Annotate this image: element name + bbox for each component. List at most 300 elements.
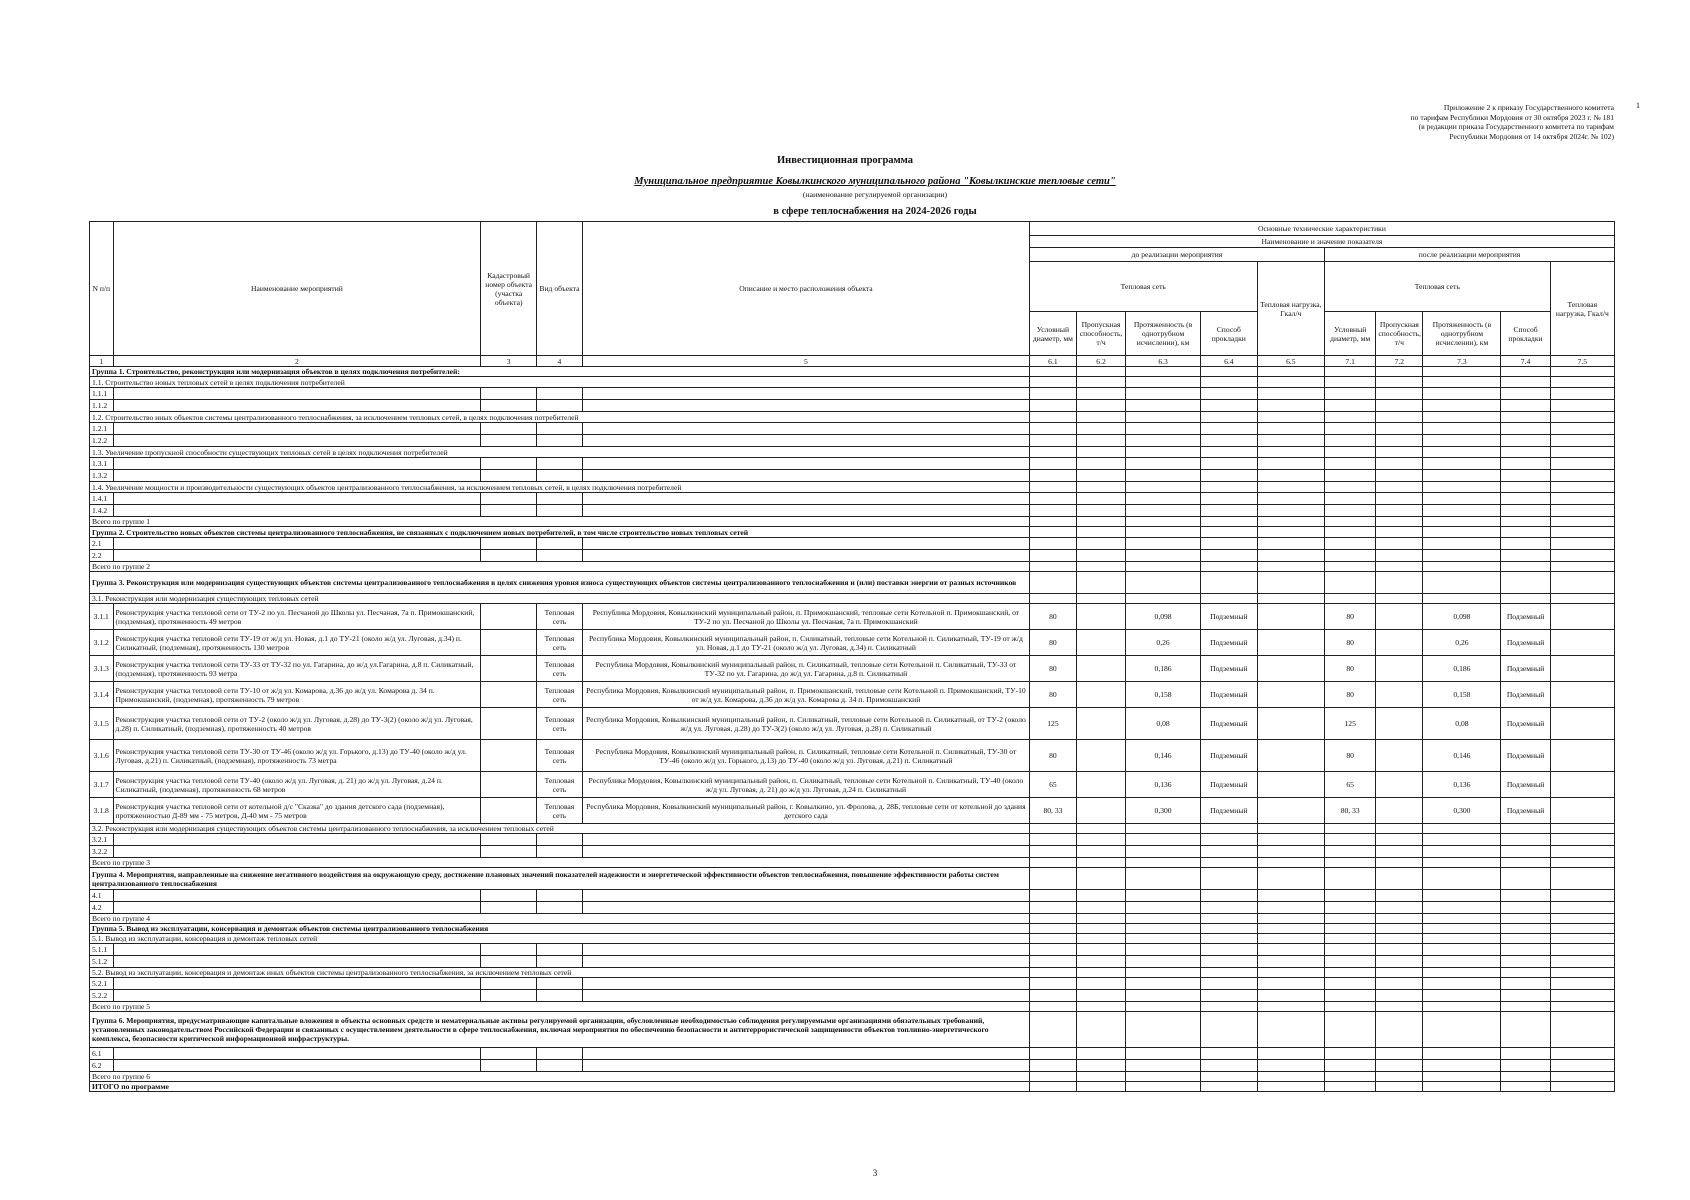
empty-cell xyxy=(1126,902,1201,914)
empty-cell xyxy=(1376,924,1423,934)
row-number: 2.1 xyxy=(90,538,114,550)
column-number: 6.1 xyxy=(1029,356,1076,367)
empty-cell xyxy=(1550,846,1614,858)
empty-cell xyxy=(1501,890,1550,902)
empty-cell xyxy=(1423,435,1501,447)
row-number: 3.1.3 xyxy=(90,656,114,682)
approval-note xyxy=(1174,103,1614,141)
empty-cell xyxy=(1550,914,1614,924)
empty-cell xyxy=(1200,562,1257,572)
empty-cell xyxy=(536,550,582,562)
cadastral-cell xyxy=(481,740,537,772)
empty-cell xyxy=(1076,412,1125,423)
empty-cell xyxy=(1325,562,1376,572)
empty-cell xyxy=(1257,978,1324,990)
empty-cell xyxy=(1423,990,1501,1002)
empty-cell xyxy=(1501,1072,1550,1082)
header-tech: Основные технические характеристики xyxy=(1029,222,1614,236)
empty-cell xyxy=(1550,934,1614,944)
empty-cell xyxy=(1076,367,1125,377)
empty-cell xyxy=(1550,412,1614,423)
empty-cell xyxy=(536,470,582,482)
diameter-after: 125 xyxy=(1325,708,1376,740)
empty-cell xyxy=(536,493,582,505)
object-name: Реконструкция участка тепловой сети ТУ-40 (около ж/д ул. Луговая, д. 21) до ж/д ул. Луговая, д.24 п. Силикатный, (подземная), протяженность 68 метров xyxy=(113,772,481,798)
empty-cell xyxy=(1076,858,1125,868)
empty-cell xyxy=(1029,400,1076,412)
empty-cell xyxy=(1076,594,1125,604)
empty-cell xyxy=(1076,968,1125,978)
table-row xyxy=(90,505,1615,517)
empty-cell xyxy=(1029,423,1076,435)
empty-cell xyxy=(1257,447,1324,458)
table-row xyxy=(90,458,1615,470)
object-type: Тепловая сеть xyxy=(536,682,582,708)
empty-cell xyxy=(1550,447,1614,458)
empty-cell xyxy=(1550,458,1614,470)
empty-cell xyxy=(1257,1002,1324,1012)
empty-cell xyxy=(1550,868,1614,890)
group-heading: Группа 4. Мероприятия, направленные на снижение негативного воздействия на окружающую среду, достижение плановых значений показателей надежности и энергетической эффективности объектов теплоснабжения, повышение эффективности работы систем централизованного теплоснабжения xyxy=(90,868,1030,890)
empty-cell xyxy=(1200,367,1257,377)
empty-cell xyxy=(1376,505,1423,517)
empty-cell xyxy=(1325,367,1376,377)
header-n: N п/п xyxy=(90,222,114,356)
capacity-before xyxy=(1076,656,1125,682)
empty-cell xyxy=(1126,978,1201,990)
empty-cell xyxy=(1126,1048,1201,1060)
table-row xyxy=(90,944,1615,956)
empty-cell xyxy=(1076,482,1125,493)
empty-cell xyxy=(1076,914,1125,924)
table-row xyxy=(90,538,1615,550)
empty-cell xyxy=(536,944,582,956)
empty-cell xyxy=(1423,538,1501,550)
empty-cell xyxy=(1423,458,1501,470)
empty-cell xyxy=(1423,412,1501,423)
empty-cell xyxy=(1126,435,1201,447)
capacity-before xyxy=(1076,798,1125,824)
empty-cell xyxy=(481,538,537,550)
empty-cell xyxy=(536,846,582,858)
empty-cell xyxy=(1550,944,1614,956)
empty-cell xyxy=(1423,367,1501,377)
empty-cell xyxy=(113,388,481,400)
table-row xyxy=(90,550,1615,562)
empty-cell xyxy=(536,388,582,400)
empty-cell xyxy=(1376,834,1423,846)
header-network-before: Тепловая сеть xyxy=(1029,262,1257,312)
group-total: Всего по группе 4 xyxy=(90,914,1030,924)
table-row xyxy=(90,834,1615,846)
empty-cell xyxy=(1126,824,1201,834)
empty-cell xyxy=(1325,435,1376,447)
empty-cell xyxy=(1501,388,1550,400)
object-name: Реконструкция участка тепловой сети ТУ-10 от ж/д ул. Комарова, д.36 до ж/д ул. Комарова д. 34 п. Примокшанский, (подземная), протяженность 79 метров xyxy=(113,682,481,708)
empty-cell xyxy=(1423,377,1501,388)
empty-cell xyxy=(1126,944,1201,956)
document-title: Инвестиционная программа xyxy=(776,155,914,166)
empty-cell xyxy=(1501,538,1550,550)
empty-cell xyxy=(1200,412,1257,423)
empty-cell xyxy=(536,990,582,1002)
row-number: 1.3.1 xyxy=(90,458,114,470)
empty-cell xyxy=(1501,493,1550,505)
empty-cell xyxy=(1550,527,1614,538)
object-description: Республика Мордовия, Ковылкинский муниципальный район, п. Силикатный, тепловые сети Котельной п. Силикатный, от ТУ-2 (около ж/д ул. Луговая, д.28) до ТУ-3(2) (около ж/д ул. Луговая, д.28) п. Силикатный xyxy=(582,708,1029,740)
subgroup-heading: 3.2. Реконструкция или модернизация существующих объектов системы централизованного теплоснабжения, за исключением тепловых сетей xyxy=(90,824,1030,834)
empty-cell xyxy=(1257,470,1324,482)
empty-cell xyxy=(1200,505,1257,517)
empty-cell xyxy=(1076,435,1125,447)
empty-cell xyxy=(1200,538,1257,550)
empty-cell xyxy=(1029,1082,1076,1092)
empty-cell xyxy=(1550,517,1614,527)
empty-cell xyxy=(1029,458,1076,470)
table-row xyxy=(90,572,1615,594)
capacity-after xyxy=(1376,708,1423,740)
object-description: Республика Мордовия, Ковылкинский муниципальный район, п. Примокшанский, тепловые сети Котельной п. Примокшанский, от ТУ-2 по ул. Песчаной до Школы ул. Песчаная, 7а п. Примокшанский xyxy=(582,604,1029,630)
empty-cell xyxy=(1126,834,1201,846)
empty-cell xyxy=(582,458,1029,470)
empty-cell xyxy=(1029,968,1076,978)
empty-cell xyxy=(1423,505,1501,517)
table-row xyxy=(90,377,1615,388)
empty-cell xyxy=(1423,956,1501,968)
capacity-after xyxy=(1376,772,1423,798)
empty-cell xyxy=(1126,1082,1201,1092)
empty-cell xyxy=(1076,550,1125,562)
column-number-row xyxy=(90,356,1615,367)
empty-cell xyxy=(1126,482,1201,493)
empty-cell xyxy=(1076,990,1125,1002)
empty-cell xyxy=(481,1060,537,1072)
empty-cell xyxy=(1126,924,1201,934)
column-number: 7.1 xyxy=(1325,356,1376,367)
empty-cell xyxy=(1325,423,1376,435)
empty-cell xyxy=(1550,367,1614,377)
empty-cell xyxy=(1076,924,1125,934)
empty-cell xyxy=(1200,858,1257,868)
group-heading: Группа 1. Строительство, реконструкция или модернизация объектов в целях подключения потребителей: xyxy=(90,367,1030,377)
empty-cell xyxy=(1029,1048,1076,1060)
empty-cell xyxy=(1325,944,1376,956)
load-before xyxy=(1257,772,1324,798)
diameter-before: 80, 33 xyxy=(1029,798,1076,824)
object-type: Тепловая сеть xyxy=(536,798,582,824)
empty-cell xyxy=(481,550,537,562)
row-number: 2.2 xyxy=(90,550,114,562)
table-row xyxy=(90,435,1615,447)
capacity-before xyxy=(1076,772,1125,798)
empty-cell xyxy=(536,1060,582,1072)
empty-cell xyxy=(1200,517,1257,527)
empty-cell xyxy=(113,902,481,914)
empty-cell xyxy=(1126,572,1201,594)
empty-cell xyxy=(1423,482,1501,493)
empty-cell xyxy=(1076,846,1125,858)
empty-cell xyxy=(1423,470,1501,482)
empty-cell xyxy=(1200,1082,1257,1092)
header-before: до реализации мероприятия xyxy=(1029,248,1324,262)
row-number: 3.2.2 xyxy=(90,846,114,858)
empty-cell xyxy=(1325,388,1376,400)
empty-cell xyxy=(1376,902,1423,914)
empty-cell xyxy=(1200,550,1257,562)
empty-cell xyxy=(481,505,537,517)
empty-cell xyxy=(1126,562,1201,572)
table-row xyxy=(90,772,1615,798)
capacity-after xyxy=(1376,798,1423,824)
header-length: Протяженность (в однотрубном исчислении), км xyxy=(1126,312,1201,356)
empty-cell xyxy=(1200,527,1257,538)
empty-cell xyxy=(1029,493,1076,505)
row-number: 3.2.1 xyxy=(90,834,114,846)
empty-cell xyxy=(582,388,1029,400)
empty-cell xyxy=(1126,493,1201,505)
load-before xyxy=(1257,682,1324,708)
empty-cell xyxy=(113,423,481,435)
empty-cell xyxy=(1550,956,1614,968)
empty-cell xyxy=(1325,1048,1376,1060)
length-before: 0,186 xyxy=(1126,656,1201,682)
group-total: Всего по группе 3 xyxy=(90,858,1030,868)
column-number: 4 xyxy=(536,356,582,367)
length-before: 0,098 xyxy=(1126,604,1201,630)
empty-cell xyxy=(1423,868,1501,890)
empty-cell xyxy=(1325,527,1376,538)
empty-cell xyxy=(1029,978,1076,990)
empty-cell xyxy=(1200,470,1257,482)
empty-cell xyxy=(1029,550,1076,562)
empty-cell xyxy=(113,956,481,968)
empty-cell xyxy=(1423,400,1501,412)
table-row xyxy=(90,447,1615,458)
empty-cell xyxy=(1029,846,1076,858)
empty-cell xyxy=(1076,423,1125,435)
table-row xyxy=(90,846,1615,858)
empty-cell xyxy=(1325,538,1376,550)
table-row xyxy=(90,708,1615,740)
header-cadastral: Кадастровый номер объекта (участка объекта) xyxy=(481,222,537,356)
empty-cell xyxy=(1423,934,1501,944)
length-after: 0,098 xyxy=(1423,604,1501,630)
cadastral-cell xyxy=(481,772,537,798)
empty-cell xyxy=(1200,1012,1257,1048)
diameter-after: 80 xyxy=(1325,682,1376,708)
laying-before: Подземный xyxy=(1200,772,1257,798)
header-laying: Способ прокладки xyxy=(1501,312,1550,356)
empty-cell xyxy=(481,470,537,482)
empty-cell xyxy=(536,1048,582,1060)
empty-cell xyxy=(1325,550,1376,562)
table-row xyxy=(90,824,1615,834)
load-after xyxy=(1550,682,1614,708)
empty-cell xyxy=(1376,470,1423,482)
empty-cell xyxy=(1257,824,1324,834)
length-after: 0,158 xyxy=(1423,682,1501,708)
table-row xyxy=(90,934,1615,944)
empty-cell xyxy=(1325,1072,1376,1082)
empty-cell xyxy=(1126,1002,1201,1012)
object-type: Тепловая сеть xyxy=(536,656,582,682)
empty-cell xyxy=(1200,824,1257,834)
length-before: 0,300 xyxy=(1126,798,1201,824)
empty-cell xyxy=(582,978,1029,990)
column-number: 6.2 xyxy=(1076,356,1125,367)
row-number: 3.1.8 xyxy=(90,798,114,824)
table-row xyxy=(90,412,1615,423)
empty-cell xyxy=(1376,968,1423,978)
empty-cell xyxy=(481,493,537,505)
empty-cell xyxy=(582,435,1029,447)
empty-cell xyxy=(1376,934,1423,944)
empty-cell xyxy=(1550,990,1614,1002)
header-indicator: Наименование и значение показателя xyxy=(1029,236,1614,248)
empty-cell xyxy=(1029,1012,1076,1048)
empty-cell xyxy=(582,538,1029,550)
empty-cell xyxy=(1376,388,1423,400)
empty-cell xyxy=(1550,550,1614,562)
empty-cell xyxy=(1376,890,1423,902)
header-capacity: Пропускная способность, т/ч xyxy=(1376,312,1423,356)
table-row xyxy=(90,367,1615,377)
empty-cell xyxy=(113,550,481,562)
table-row xyxy=(90,798,1615,824)
empty-cell xyxy=(1325,924,1376,934)
laying-after: Подземный xyxy=(1501,708,1550,740)
empty-cell xyxy=(1550,890,1614,902)
diameter-after: 80, 33 xyxy=(1325,798,1376,824)
empty-cell xyxy=(1126,527,1201,538)
empty-cell xyxy=(1501,400,1550,412)
empty-cell xyxy=(113,435,481,447)
empty-cell xyxy=(1029,505,1076,517)
empty-cell xyxy=(113,890,481,902)
table-row xyxy=(90,604,1615,630)
table-row xyxy=(90,594,1615,604)
laying-after: Подземный xyxy=(1501,772,1550,798)
empty-cell xyxy=(1200,902,1257,914)
empty-cell xyxy=(1501,1012,1550,1048)
empty-cell xyxy=(1126,367,1201,377)
empty-cell xyxy=(481,902,537,914)
empty-cell xyxy=(1501,550,1550,562)
empty-cell xyxy=(1257,505,1324,517)
empty-cell xyxy=(1257,944,1324,956)
diameter-before: 80 xyxy=(1029,682,1076,708)
empty-cell xyxy=(1501,527,1550,538)
empty-cell xyxy=(1501,956,1550,968)
cadastral-cell xyxy=(481,682,537,708)
empty-cell xyxy=(1126,868,1201,890)
empty-cell xyxy=(1550,968,1614,978)
empty-cell xyxy=(1423,493,1501,505)
empty-cell xyxy=(1376,367,1423,377)
empty-cell xyxy=(1126,1012,1201,1048)
empty-cell xyxy=(1126,1060,1201,1072)
empty-cell xyxy=(536,458,582,470)
empty-cell xyxy=(1029,956,1076,968)
empty-cell xyxy=(1501,458,1550,470)
organization-note: (наименование регулируемой организации) xyxy=(802,190,948,199)
empty-cell xyxy=(582,834,1029,846)
empty-cell xyxy=(1423,527,1501,538)
table-body xyxy=(90,222,1615,1092)
table-row xyxy=(90,968,1615,978)
row-number: 6.1 xyxy=(90,1048,114,1060)
empty-cell xyxy=(113,1048,481,1060)
empty-cell xyxy=(536,538,582,550)
column-number: 7.3 xyxy=(1423,356,1501,367)
empty-cell xyxy=(1200,934,1257,944)
empty-cell xyxy=(1501,1082,1550,1092)
empty-cell xyxy=(1257,934,1324,944)
group-total: Всего по группе 2 xyxy=(90,562,1030,572)
empty-cell xyxy=(481,458,537,470)
empty-cell xyxy=(1076,890,1125,902)
empty-cell xyxy=(1076,1060,1125,1072)
empty-cell xyxy=(1376,990,1423,1002)
table-row xyxy=(90,656,1615,682)
table-row xyxy=(90,517,1615,527)
table-row xyxy=(90,682,1615,708)
empty-cell xyxy=(1126,538,1201,550)
empty-cell xyxy=(1325,956,1376,968)
laying-after: Подземный xyxy=(1501,656,1550,682)
row-number: 1.2.2 xyxy=(90,435,114,447)
empty-cell xyxy=(1029,482,1076,493)
empty-cell xyxy=(1325,868,1376,890)
subgroup-heading: 1.3. Увеличение пропускной способности существующих тепловых сетей в целях подключения потребителей xyxy=(90,447,1030,458)
table-row xyxy=(90,1048,1615,1060)
group-heading: Группа 6. Мероприятия, предусматривающие капитальные вложения в объекты основных средств и нематериальные активы регулируемой организации, обусловленные необходимостью соблюдения регулируемыми организациями обязательных требований, установленных законодательством Российской Федерации и связанных с осуществлением деятельности в сфере теплоснабжения, включая мероприятия по обеспечению безопасности и антитеррористической защищенности объектов топливно-энергетического комплекса, безопасности критической информационной инфраструктуры. xyxy=(90,1012,1030,1048)
empty-cell xyxy=(1126,956,1201,968)
empty-cell xyxy=(1501,482,1550,493)
empty-cell xyxy=(582,493,1029,505)
empty-cell xyxy=(1376,377,1423,388)
table-row xyxy=(90,990,1615,1002)
empty-cell xyxy=(1029,868,1076,890)
empty-cell xyxy=(481,400,537,412)
empty-cell xyxy=(1423,968,1501,978)
empty-cell xyxy=(582,890,1029,902)
load-after xyxy=(1550,604,1614,630)
table-row xyxy=(90,978,1615,990)
empty-cell xyxy=(1501,990,1550,1002)
empty-cell xyxy=(1257,1072,1324,1082)
empty-cell xyxy=(1376,956,1423,968)
empty-cell xyxy=(1257,956,1324,968)
empty-cell xyxy=(1257,538,1324,550)
empty-cell xyxy=(1257,858,1324,868)
diameter-before: 65 xyxy=(1029,772,1076,798)
length-after: 0,08 xyxy=(1423,708,1501,740)
empty-cell xyxy=(113,538,481,550)
empty-cell xyxy=(1076,1082,1125,1092)
empty-cell xyxy=(1029,527,1076,538)
empty-cell xyxy=(1029,594,1076,604)
subgroup-heading: 5.1. Вывод из эксплуатации, консервация и демонтаж тепловых сетей xyxy=(90,934,1030,944)
length-after: 0,300 xyxy=(1423,798,1501,824)
group-total: Всего по группе 6 xyxy=(90,1072,1030,1082)
empty-cell xyxy=(1376,572,1423,594)
empty-cell xyxy=(1126,388,1201,400)
empty-cell xyxy=(1257,572,1324,594)
empty-cell xyxy=(1076,377,1125,388)
empty-cell xyxy=(1376,914,1423,924)
empty-cell xyxy=(113,944,481,956)
